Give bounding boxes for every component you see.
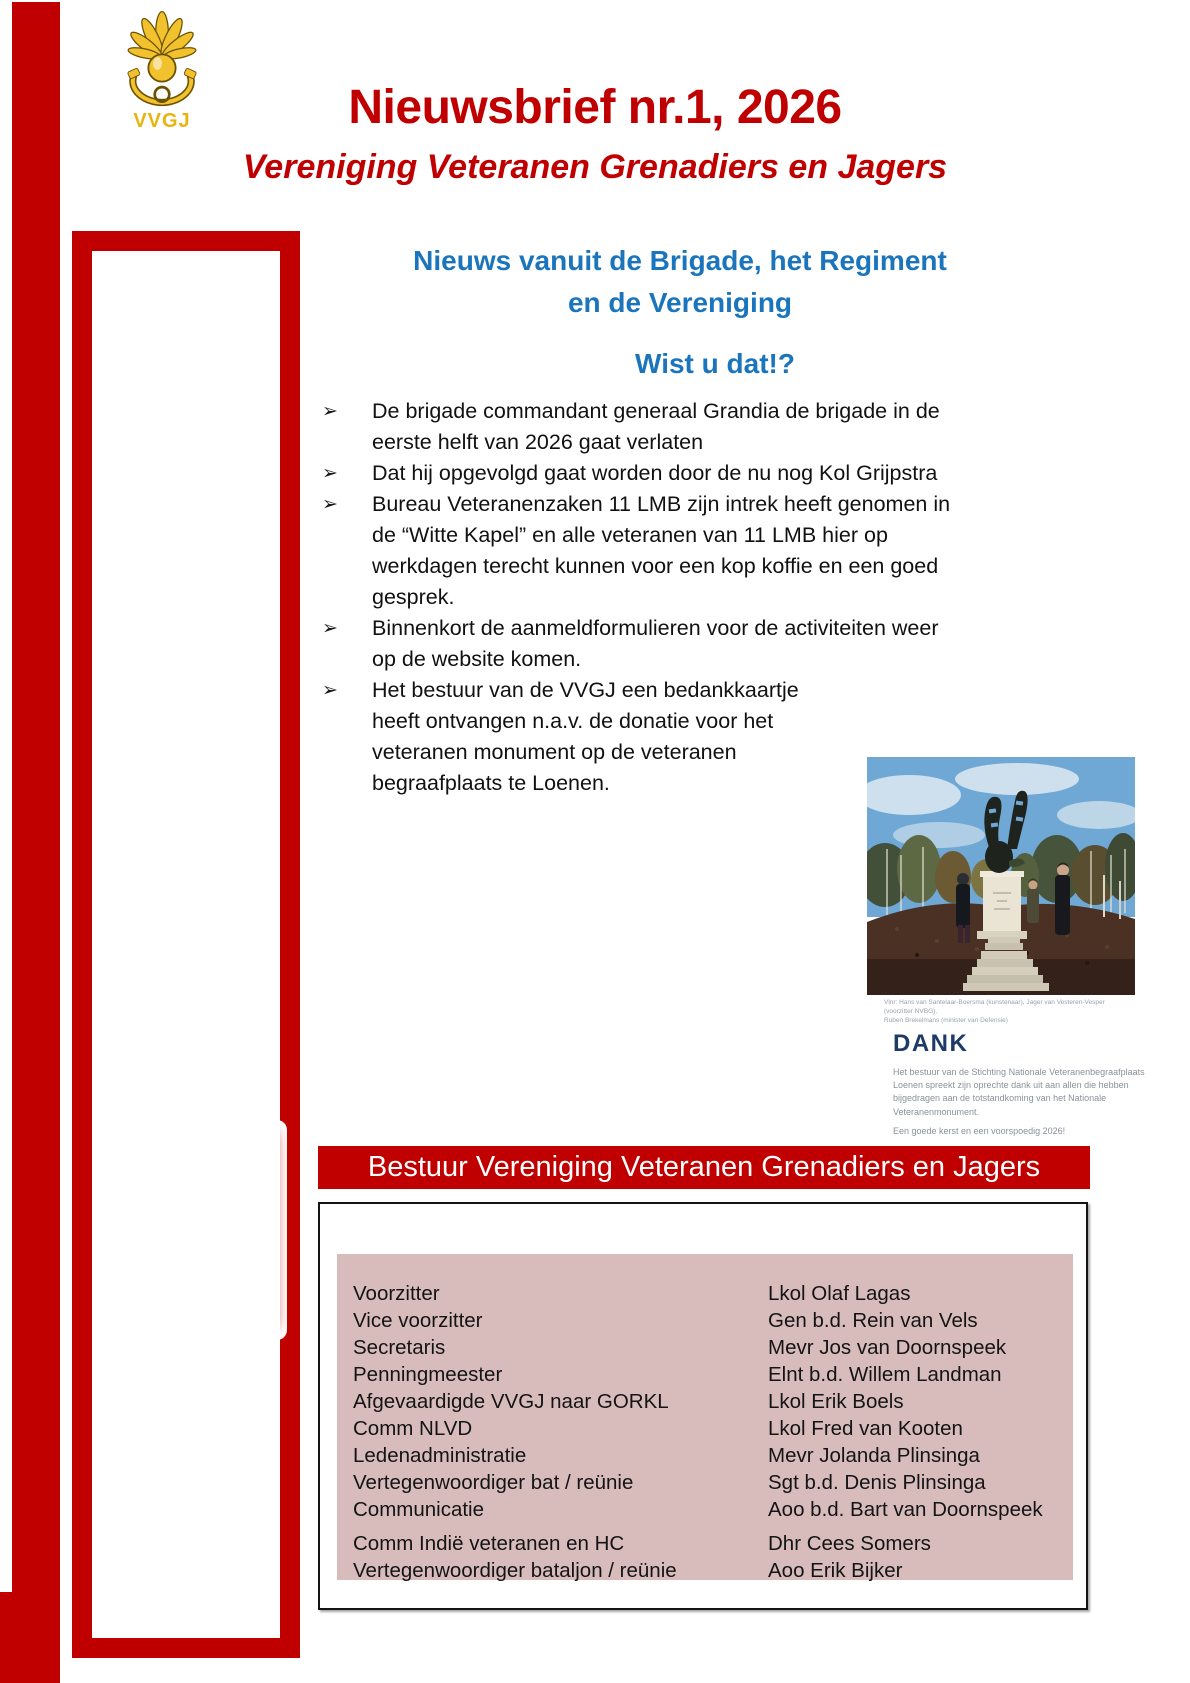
dank-photo-caption-line2: Ruben Brekelmans (minister van Defensie) xyxy=(884,1017,1008,1024)
section-subheading: Wist u dat!? xyxy=(635,348,795,379)
board-name: Sgt b.d. Denis Plinsinga xyxy=(768,1471,986,1494)
dank-card-body xyxy=(893,1066,1145,1119)
board-name: Gen b.d. Rein van Vels xyxy=(768,1309,978,1332)
board-role: Vertegenwoordiger bat / reünie xyxy=(353,1471,634,1494)
photo-monument-unveiling xyxy=(867,757,1135,995)
board-row xyxy=(337,1388,1073,1415)
board-name: Aoo Erik Bijker xyxy=(768,1559,903,1582)
board-row xyxy=(337,1496,1073,1523)
board-role: Voorzitter xyxy=(353,1282,440,1305)
dank-card-title: DANK xyxy=(893,1030,969,1057)
bullet-arrow-icon: ➢ xyxy=(322,493,338,515)
bullet-arrow-icon: ➢ xyxy=(322,400,338,422)
board-name: Elnt b.d. Willem Landman xyxy=(768,1363,1002,1386)
pedestal-text-line4: en xyxy=(194,1292,200,1297)
board-role: Comm NLVD xyxy=(353,1417,473,1440)
board-table-panel xyxy=(337,1254,1073,1580)
photo-veterans-monument xyxy=(113,1120,287,1340)
dank-body-line: Veteranenmonument. xyxy=(893,1106,980,1117)
photo-chapel xyxy=(111,706,277,848)
board-row xyxy=(337,1334,1073,1361)
bullet-text: Dat hij opgevolgd gaat worden door de nu nog Kol Grijpstra xyxy=(372,461,938,485)
logo-text: VVGJ xyxy=(133,110,191,132)
section-heading xyxy=(330,240,1030,324)
board-banner: Bestuur Vereniging Veteranen Grenadiers en Jagers xyxy=(318,1146,1090,1189)
dank-photo-caption-line1: Vlnr: Hans van Santelaar-Boersma (kunstenaar), Jager van Vesteren-Vesper (voorzitter NVBG), xyxy=(884,999,1105,1015)
pedestal-text-line5: VRIJHEID xyxy=(180,1300,214,1307)
board-row xyxy=(337,1280,1073,1307)
board-table-box xyxy=(318,1202,1088,1610)
dank-body-line: Het bestuur van de Stichting Nationale Veteranenbegraafplaats xyxy=(893,1067,1145,1077)
bullet-item xyxy=(322,613,992,675)
board-name: Mevr Jolanda Plinsinga xyxy=(768,1444,980,1467)
board-row xyxy=(337,1557,1073,1584)
board-role: Ledenadministratie xyxy=(353,1444,527,1467)
pedestal-text-line3: VREDE xyxy=(184,1282,210,1289)
board-role: Vertegenwoordiger bataljon / reünie xyxy=(353,1559,677,1582)
board-role: Penningmeester xyxy=(353,1363,503,1386)
board-row xyxy=(337,1442,1073,1469)
board-role: Comm Indië veteranen en HC xyxy=(353,1532,625,1555)
section-heading-line1: Nieuws vanuit de Brigade, het Regiment xyxy=(413,245,947,276)
dank-card-closing: Een goede kerst en een voorspoedig 2026! xyxy=(893,1126,1066,1136)
bullet-item xyxy=(322,489,992,613)
board-row xyxy=(337,1469,1073,1496)
pedestal-text-line2: voor xyxy=(192,1274,202,1279)
bullet-item xyxy=(322,458,992,489)
board-name: Lkol Fred van Kooten xyxy=(768,1417,963,1440)
board-row xyxy=(337,1307,1073,1334)
page-title: Nieuwsbrief nr.1, 2026 xyxy=(348,81,842,134)
section-heading-line2: en de Vereniging xyxy=(567,287,793,318)
page-subtitle: Vereniging Veteranen Grenadiers en Jagers xyxy=(242,148,948,186)
board-role: Vice voorzitter xyxy=(353,1309,483,1332)
left-red-bar xyxy=(12,2,60,1683)
board-role: Afgevaardigde VVGJ naar GORKL xyxy=(353,1390,669,1413)
board-name: Aoo b.d. Bart van Doornspeek xyxy=(768,1498,1043,1521)
bullet-text: Binnenkort de aanmeldformulieren voor de activiteiten weer op de website komen. xyxy=(372,616,939,671)
board-name: Dhr Cees Somers xyxy=(768,1532,931,1555)
photo-soldier xyxy=(113,402,271,600)
board-row xyxy=(337,1415,1073,1442)
dank-body-line: bijgedragen aan de totstandkoming van het Nationale xyxy=(893,1093,1107,1104)
bullet-text: Bureau Veteranenzaken 11 LMB zijn intrek heeft genomen in de “Witte Kapel” en alle veteranen van 11 LMB hier op werkdagen terecht kunnen voor een kop koffie en een goed gesprek. xyxy=(372,492,951,609)
board-row xyxy=(337,1530,1073,1557)
bullet-arrow-icon: ➢ xyxy=(322,462,338,484)
news-bullet-list xyxy=(322,396,992,799)
board-role: Secretaris xyxy=(353,1336,446,1359)
pedestal-text-line1: VETERANEN xyxy=(175,1264,219,1271)
bullet-text: Het bestuur van de VVGJ een bedankkaartje heeft ontvangen n.a.v. de donatie voor het veteranen monument op de veteranen begraafplaats te Loenen. xyxy=(372,678,799,795)
bullet-text: De brigade commandant generaal Grandia de brigade in de eerste helft van 2026 gaat verlaten xyxy=(372,399,940,454)
board-name: Mevr Jos van Doornspeek xyxy=(768,1336,1007,1359)
dank-photo-caption xyxy=(884,998,1126,1025)
board-name: Lkol Erik Boels xyxy=(768,1390,904,1413)
bullet-item xyxy=(322,396,992,458)
bullet-arrow-icon: ➢ xyxy=(322,617,338,639)
board-name: Lkol Olaf Lagas xyxy=(768,1282,911,1305)
bullet-arrow-icon: ➢ xyxy=(322,679,338,701)
board-role: Communicatie xyxy=(353,1498,485,1521)
board-row xyxy=(337,1361,1073,1388)
left-red-bar-foot xyxy=(0,1592,60,1683)
dank-body-line: Loenen spreekt zijn oprechte dank uit aan allen die hebben xyxy=(893,1080,1129,1091)
